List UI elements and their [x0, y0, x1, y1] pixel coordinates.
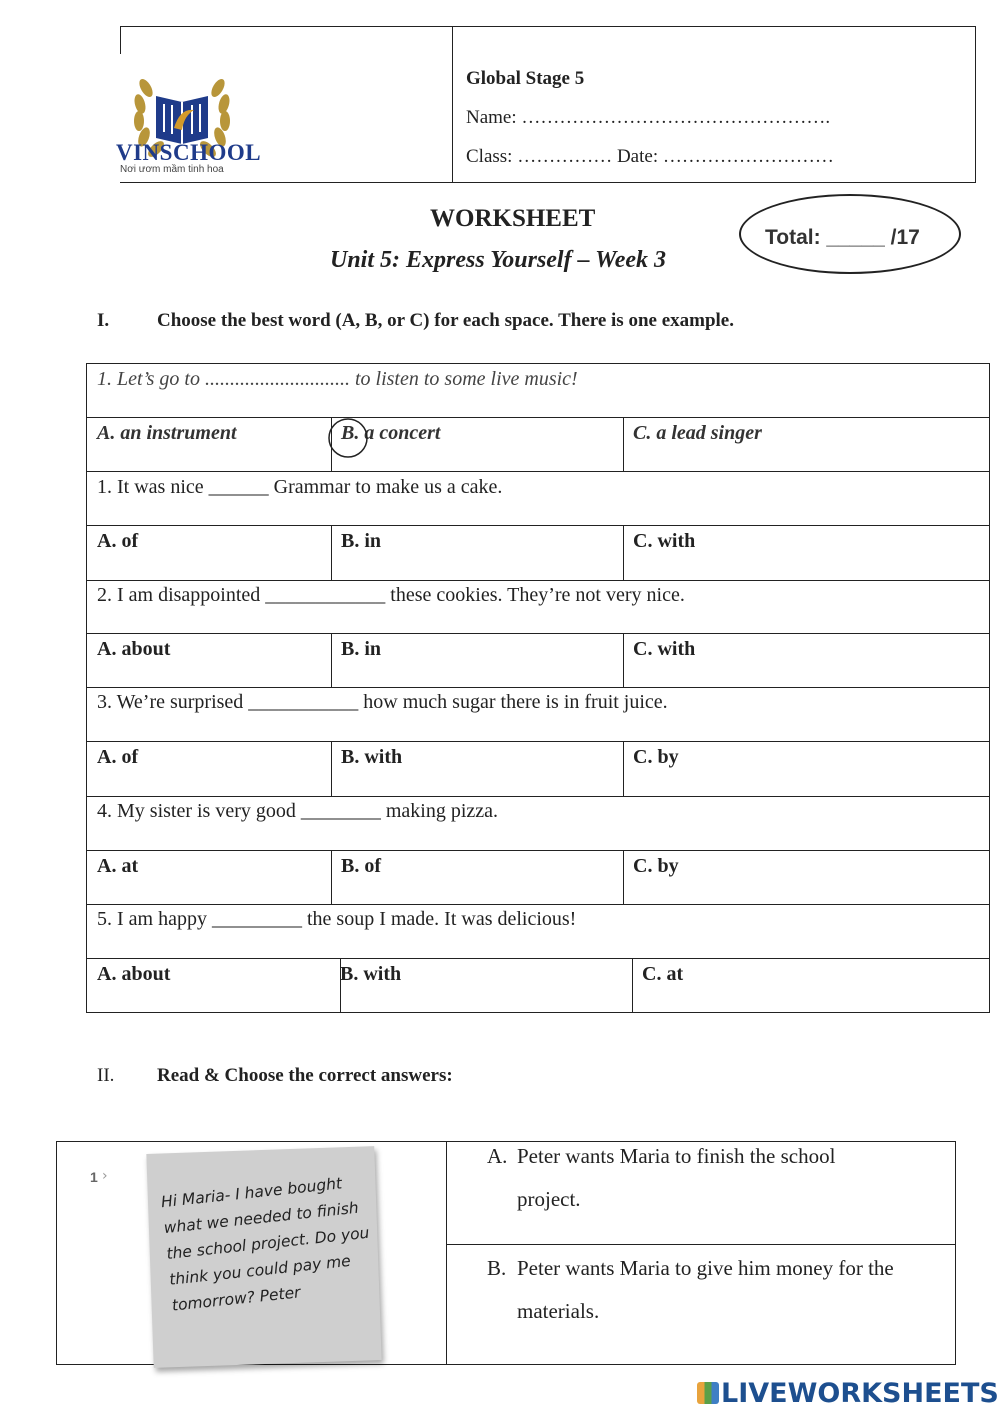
example-option-a: A. an instrument: [97, 422, 237, 444]
question-text: 4. My sister is very good ________ making pizza.: [97, 800, 499, 822]
option-c[interactable]: C. by: [633, 746, 679, 768]
option-a[interactable]: A. of: [97, 530, 139, 552]
section2-number: II.: [97, 1065, 115, 1086]
option-c[interactable]: C. with: [633, 530, 696, 552]
question-row: [86, 687, 990, 742]
option-c[interactable]: C. with: [633, 638, 696, 660]
option-a[interactable]: A. about: [97, 638, 171, 660]
example-options-row: [86, 417, 990, 472]
option-b[interactable]: B. in: [341, 638, 382, 660]
option-c[interactable]: C. at: [642, 963, 684, 985]
question-row: [86, 471, 990, 526]
options-row: [86, 633, 990, 688]
option-a[interactable]: A. of: [97, 746, 139, 768]
worksheet-subtitle: Unit 5: Express Yourself – Week 3: [330, 247, 667, 273]
chevron-right-icon: ›: [102, 1168, 108, 1184]
question-text: 3. We’re surprised ___________ how much sugar there is in fruit juice.: [97, 691, 668, 713]
header-box: [116, 26, 976, 183]
options-row: [86, 741, 990, 797]
example-option-b: B. a concert: [341, 422, 441, 444]
logo-wordmark: VINSCHOOL: [116, 140, 262, 165]
stage-label: Global Stage 5: [466, 68, 585, 89]
section1-number: I.: [97, 310, 110, 331]
note-text: Hi Maria- I have bought what we needed to finish the school project. Do you think you could pay me tomorrow? Peter: [160, 1174, 371, 1315]
question-text: 5. I am happy _________ the soup I made. It was delicious!: [97, 908, 577, 930]
question-text: 1. It was nice ______ Grammar to make us a cake.: [97, 476, 503, 498]
example-option-c: C. a lead singer: [633, 422, 762, 444]
question-row: [86, 580, 990, 634]
logo-tagline: Nơi ươm mầm tinh hoa: [120, 164, 224, 175]
answer-a-letter: A.: [487, 1144, 508, 1168]
options-row: [86, 958, 990, 1013]
answer-a-line1[interactable]: Peter wants Maria to finish the school: [517, 1144, 836, 1168]
liveworksheets-logo: LIVEWORKSHEETS: [697, 1378, 999, 1409]
option-b[interactable]: B. with: [340, 963, 402, 985]
question-row: [86, 796, 990, 851]
answer-b-letter: B.: [487, 1256, 507, 1280]
total-score: Total: _____ /17: [765, 226, 920, 249]
option-c[interactable]: C. by: [633, 855, 679, 877]
question-text: 2. I am disappointed ____________ these cookies. They’re not very nice.: [97, 584, 685, 606]
options-row: [86, 525, 990, 580]
answer-b-line2[interactable]: materials.: [517, 1299, 600, 1323]
name-field: Name: ………………………………………….: [466, 107, 831, 128]
option-a[interactable]: A. at: [97, 855, 139, 877]
example-question-row: [86, 363, 990, 418]
section1-table: [86, 363, 990, 1013]
section2-instruction: Read & Choose the correct answers:: [157, 1065, 453, 1086]
answer-circle-icon: [326, 416, 370, 460]
option-b[interactable]: B. in: [341, 530, 382, 552]
grid-icon: [697, 1382, 719, 1404]
options-row: [86, 850, 990, 905]
option-a[interactable]: A. about: [97, 963, 171, 985]
answer-b-line1[interactable]: Peter wants Maria to give him money for the: [517, 1256, 894, 1280]
class-date-field: Class: …………… Date: ………………………: [466, 146, 834, 167]
question-row: [86, 904, 990, 959]
option-b[interactable]: B. with: [341, 746, 403, 768]
item-number: 1: [90, 1169, 98, 1185]
answer-a-line2[interactable]: project.: [517, 1187, 581, 1211]
option-b[interactable]: B. of: [341, 855, 381, 877]
example-question: 1. Let’s go to ............................. to listen to some live music!: [97, 368, 578, 390]
worksheet-title: WORKSHEET: [430, 205, 596, 232]
section1-instruction: Choose the best word (A, B, or C) for each space. There is one example.: [157, 310, 734, 331]
